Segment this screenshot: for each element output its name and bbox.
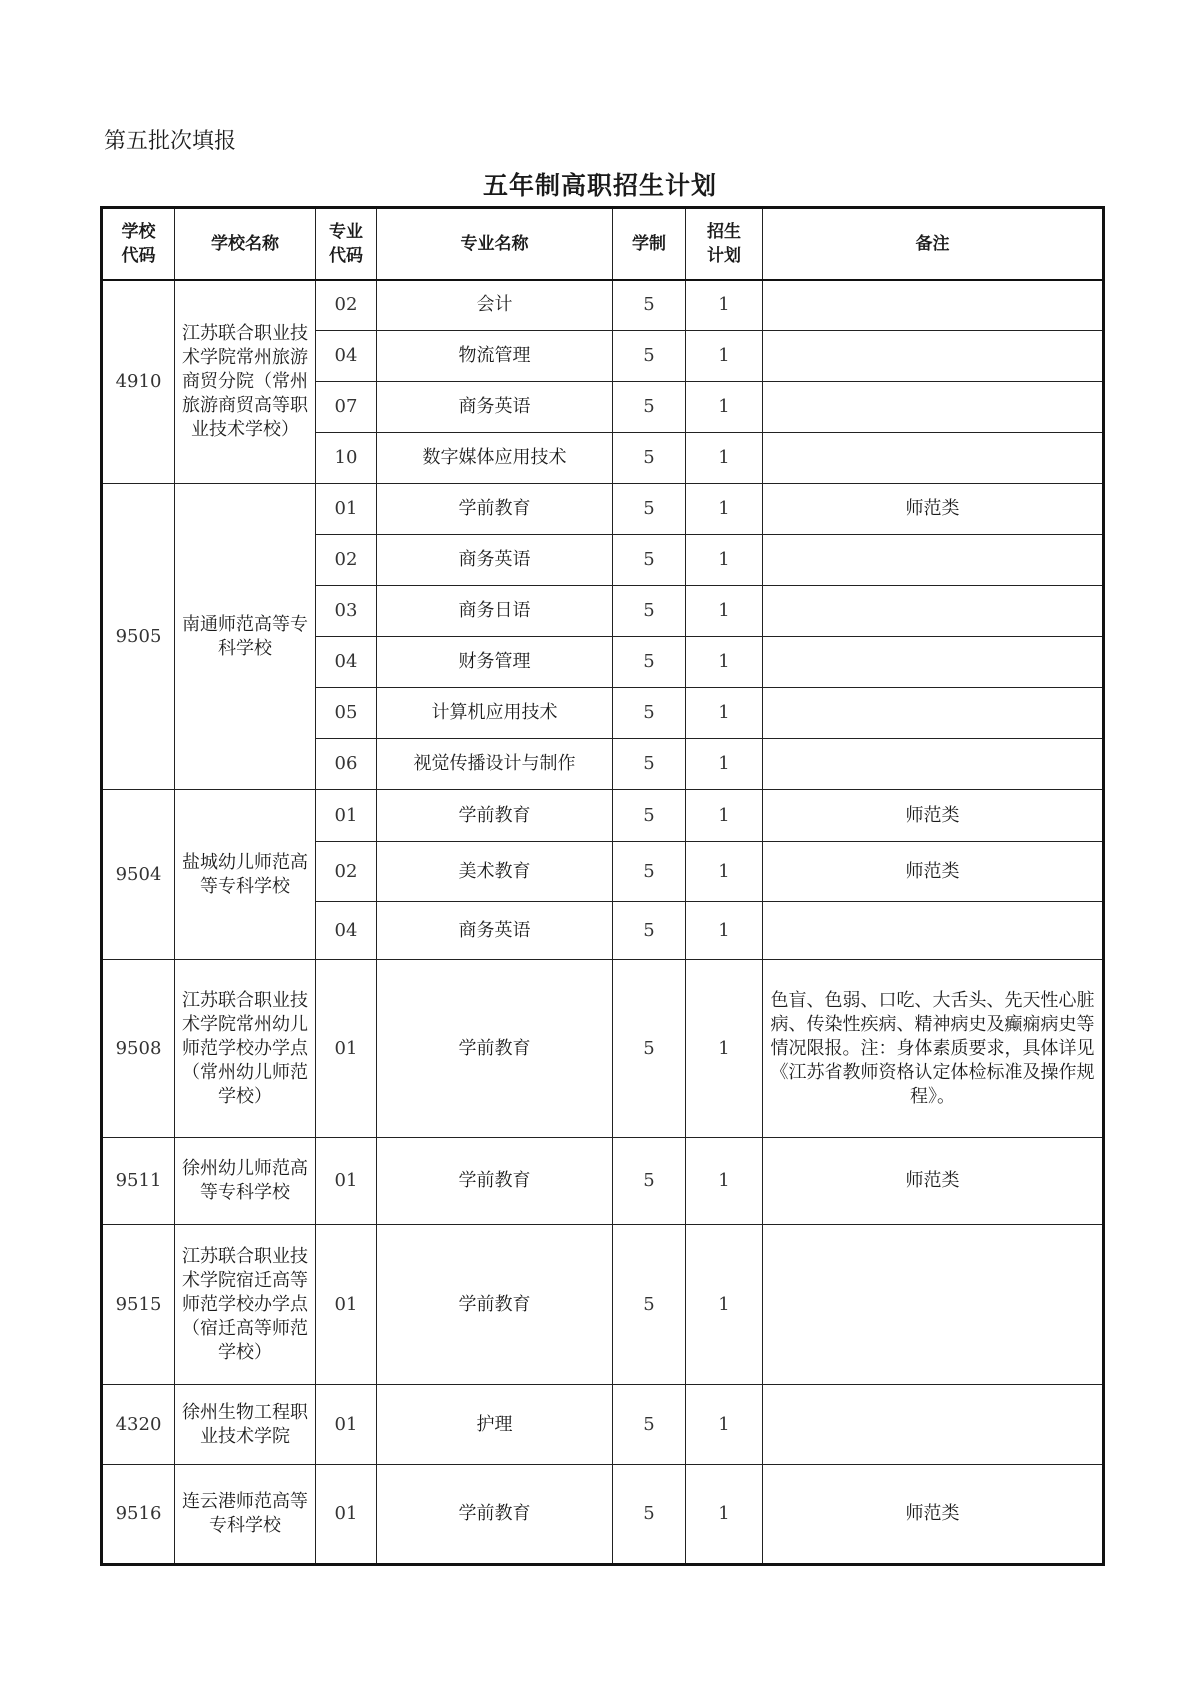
school-code: 4320 — [102, 1385, 175, 1465]
major-code: 01 — [316, 960, 377, 1138]
major-code: 01 — [316, 790, 377, 842]
plan-count: 1 — [686, 1385, 763, 1465]
note — [763, 688, 1104, 739]
plan-count: 1 — [686, 586, 763, 637]
school-code: 9516 — [102, 1465, 175, 1565]
school-code: 9515 — [102, 1225, 175, 1385]
plan-count: 1 — [686, 1225, 763, 1385]
school-code: 9505 — [102, 484, 175, 790]
note: 师范类 — [763, 484, 1104, 535]
plan-count: 1 — [686, 484, 763, 535]
major-code: 01 — [316, 1138, 377, 1225]
duration: 5 — [613, 484, 686, 535]
major-name: 数字媒体应用技术 — [377, 433, 613, 484]
note — [763, 739, 1104, 790]
school-name: 江苏联合职业技术学院常州旅游商贸分院（常州旅游商贸高等职业技术学校） — [175, 280, 316, 484]
major-code: 05 — [316, 688, 377, 739]
school-code: 4910 — [102, 280, 175, 484]
duration: 5 — [613, 1385, 686, 1465]
header-school-code: 学校 代码 — [102, 208, 175, 280]
duration: 5 — [613, 586, 686, 637]
duration: 5 — [613, 842, 686, 902]
plan-count: 1 — [686, 535, 763, 586]
major-name: 计算机应用技术 — [377, 688, 613, 739]
major-name: 商务英语 — [377, 902, 613, 960]
table-row — [102, 1465, 1104, 1565]
plan-count: 1 — [686, 902, 763, 960]
plan-count: 1 — [686, 331, 763, 382]
enrollment-plan-table — [100, 206, 1105, 1566]
note — [763, 902, 1104, 960]
major-code: 01 — [316, 484, 377, 535]
major-code: 04 — [316, 331, 377, 382]
table-row — [102, 1138, 1104, 1225]
major-code: 06 — [316, 739, 377, 790]
table-row — [102, 484, 1104, 535]
plan-count: 1 — [686, 842, 763, 902]
note — [763, 382, 1104, 433]
table-row — [102, 1385, 1104, 1465]
major-name: 学前教育 — [377, 1465, 613, 1565]
note: 师范类 — [763, 1465, 1104, 1565]
major-code: 01 — [316, 1385, 377, 1465]
school-code: 9511 — [102, 1138, 175, 1225]
header-row — [102, 208, 1104, 280]
header-school-name: 学校名称 — [175, 208, 316, 280]
major-code: 01 — [316, 1225, 377, 1385]
plan-count: 1 — [686, 1465, 763, 1565]
major-code: 02 — [316, 280, 377, 331]
major-name: 财务管理 — [377, 637, 613, 688]
school-code: 9504 — [102, 790, 175, 960]
school-name: 徐州生物工程职业技术学院 — [175, 1385, 316, 1465]
duration: 5 — [613, 433, 686, 484]
note — [763, 637, 1104, 688]
duration: 5 — [613, 960, 686, 1138]
major-name: 学前教育 — [377, 1225, 613, 1385]
school-name: 盐城幼儿师范高等专科学校 — [175, 790, 316, 960]
plan-count: 1 — [686, 280, 763, 331]
major-code: 04 — [316, 637, 377, 688]
major-name: 学前教育 — [377, 484, 613, 535]
major-name: 护理 — [377, 1385, 613, 1465]
table-row — [102, 1225, 1104, 1385]
major-code: 01 — [316, 1465, 377, 1565]
major-name: 物流管理 — [377, 331, 613, 382]
note — [763, 433, 1104, 484]
school-code: 9508 — [102, 960, 175, 1138]
major-name: 商务日语 — [377, 586, 613, 637]
duration: 5 — [613, 535, 686, 586]
major-code: 03 — [316, 586, 377, 637]
major-name: 学前教育 — [377, 1138, 613, 1225]
school-name: 连云港师范高等专科学校 — [175, 1465, 316, 1565]
note — [763, 331, 1104, 382]
note: 师范类 — [763, 842, 1104, 902]
table-row — [102, 790, 1104, 842]
note — [763, 1225, 1104, 1385]
major-name: 学前教育 — [377, 790, 613, 842]
header-duration: 学制 — [613, 208, 686, 280]
note — [763, 535, 1104, 586]
note — [763, 280, 1104, 331]
plan-count: 1 — [686, 688, 763, 739]
plan-count: 1 — [686, 960, 763, 1138]
duration: 5 — [613, 1465, 686, 1565]
major-name: 美术教育 — [377, 842, 613, 902]
header-note: 备注 — [763, 208, 1104, 280]
note: 师范类 — [763, 790, 1104, 842]
note — [763, 586, 1104, 637]
plan-count: 1 — [686, 739, 763, 790]
plan-count: 1 — [686, 433, 763, 484]
duration: 5 — [613, 902, 686, 960]
major-name: 视觉传播设计与制作 — [377, 739, 613, 790]
duration: 5 — [613, 739, 686, 790]
duration: 5 — [613, 1138, 686, 1225]
duration: 5 — [613, 331, 686, 382]
table-row — [102, 960, 1104, 1138]
duration: 5 — [613, 280, 686, 331]
major-code: 04 — [316, 902, 377, 960]
duration: 5 — [613, 637, 686, 688]
duration: 5 — [613, 688, 686, 739]
table-row — [102, 280, 1104, 331]
school-name: 徐州幼儿师范高等专科学校 — [175, 1138, 316, 1225]
batch-label: 第五批次填报 — [104, 129, 237, 154]
plan-count: 1 — [686, 1138, 763, 1225]
header-plan: 招生 计划 — [686, 208, 763, 280]
note: 色盲、色弱、口吃、大舌头、先天性心脏病、传染性疾病、精神病史及癫痫病史等情况限报。注：身体素质要求，具体详见《江苏省教师资格认定体检标准及操作规程》。 — [763, 960, 1104, 1138]
note — [763, 1385, 1104, 1465]
plan-count: 1 — [686, 790, 763, 842]
duration: 5 — [613, 790, 686, 842]
school-name: 江苏联合职业技术学院宿迁高等师范学校办学点（宿迁高等师范学校） — [175, 1225, 316, 1385]
major-code: 07 — [316, 382, 377, 433]
major-name: 商务英语 — [377, 535, 613, 586]
header-major-name: 专业名称 — [377, 208, 613, 280]
school-name: 江苏联合职业技术学院常州幼儿师范学校办学点（常州幼儿师范学校） — [175, 960, 316, 1138]
header-major-code: 专业 代码 — [316, 208, 377, 280]
page-title: 五年制高职招生计划 — [482, 171, 717, 200]
major-code: 10 — [316, 433, 377, 484]
major-name: 学前教育 — [377, 960, 613, 1138]
plan-count: 1 — [686, 382, 763, 433]
plan-count: 1 — [686, 637, 763, 688]
major-code: 02 — [316, 535, 377, 586]
duration: 5 — [613, 382, 686, 433]
note: 师范类 — [763, 1138, 1104, 1225]
major-code: 02 — [316, 842, 377, 902]
school-name: 南通师范高等专科学校 — [175, 484, 316, 790]
major-name: 商务英语 — [377, 382, 613, 433]
duration: 5 — [613, 1225, 686, 1385]
major-name: 会计 — [377, 280, 613, 331]
